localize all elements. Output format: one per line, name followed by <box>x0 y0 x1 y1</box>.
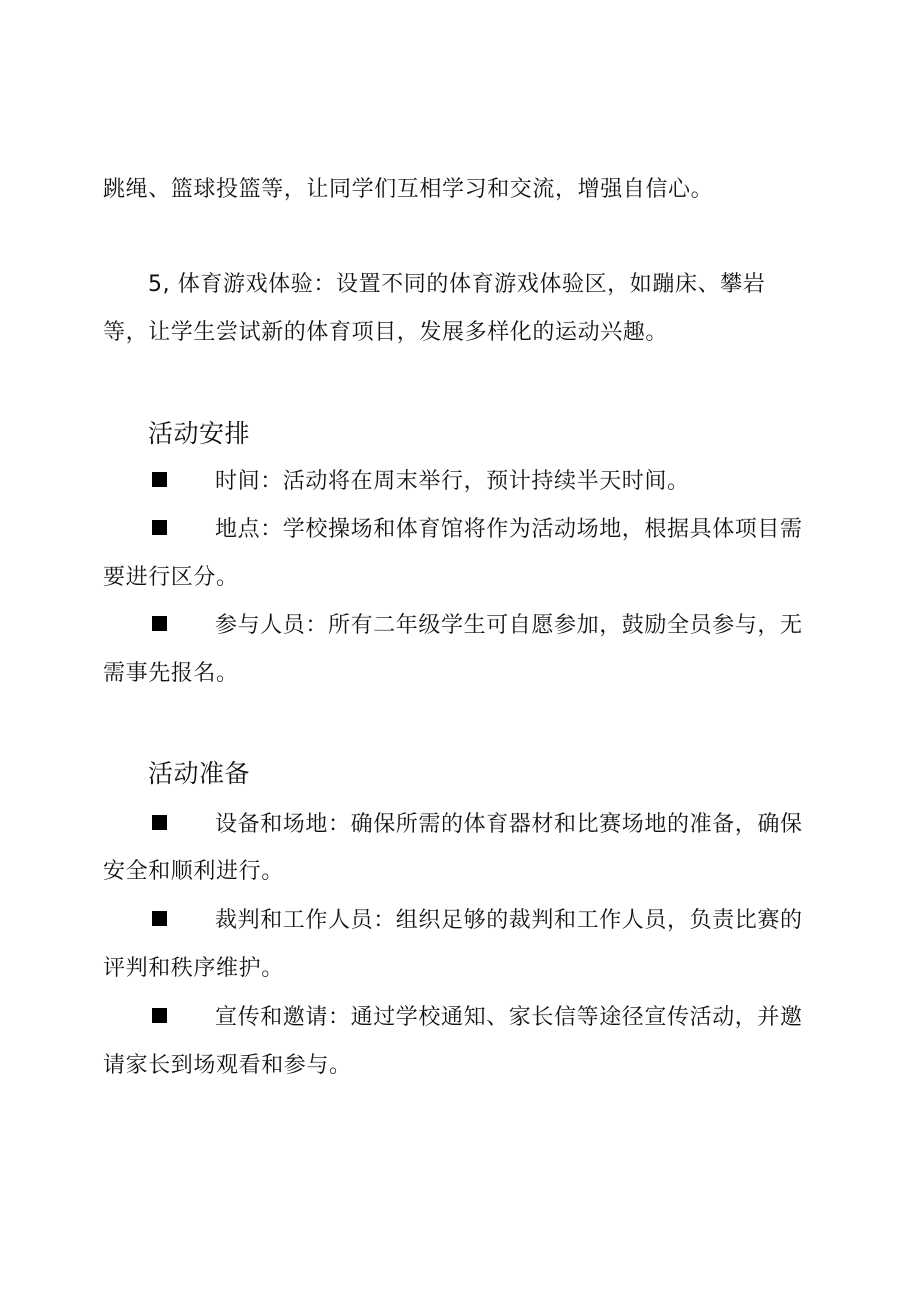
item5-line2: 等，让学生尝试新的体育项目，发展多样化的运动兴趣。 <box>103 320 669 345</box>
preparation-item-promotion-cont: 请家长到场观看和参与。 <box>103 1053 352 1078</box>
preparation-heading: 活动准备 <box>148 759 251 788</box>
schedule-item-participants <box>152 611 803 641</box>
schedule-item-time <box>152 467 690 497</box>
preparation-item-staff <box>152 906 803 936</box>
schedule-item-text: 地点：学校操场和体育馆将作为活动场地，根据具体项目需 <box>215 517 803 542</box>
schedule-item-location-cont: 要进行区分。 <box>103 565 239 590</box>
preparation-item-staff-cont: 评判和秩序维护。 <box>103 956 284 981</box>
item5-line1: 5, 体育游戏体验：设置不同的体育游戏体验区，如蹦床、攀岩 <box>148 272 766 297</box>
square-bullet-icon <box>152 472 167 487</box>
preparation-item-equipment-cont: 安全和顺利进行。 <box>103 859 284 884</box>
preparation-item-text: 设备和场地：确保所需的体育器材和比赛场地的准备，确保 <box>215 812 803 837</box>
schedule-item-location <box>152 515 803 545</box>
preparation-item-promotion <box>152 1003 803 1033</box>
schedule-item-text: 时间：活动将在周末举行，预计持续半天时间。 <box>215 469 690 494</box>
preparation-item-text: 裁判和工作人员：组织足够的裁判和工作人员，负责比赛的 <box>215 908 803 933</box>
schedule-heading: 活动安排 <box>148 419 251 448</box>
square-bullet-icon <box>152 911 167 926</box>
preparation-item-text: 宣传和邀请：通过学校通知、家长信等途径宣传活动，并邀 <box>215 1005 803 1030</box>
square-bullet-icon <box>152 616 167 631</box>
square-bullet-icon <box>152 815 167 830</box>
schedule-item-text: 参与人员：所有二年级学生可自愿参加，鼓励全员参与，无 <box>215 613 803 638</box>
continuation-text: 跳绳、篮球投篮等，让同学们互相学习和交流，增强自信心。 <box>103 177 714 202</box>
schedule-item-participants-cont: 需事先报名。 <box>103 661 239 686</box>
square-bullet-icon <box>152 520 167 535</box>
preparation-item-equipment <box>152 810 803 840</box>
square-bullet-icon <box>152 1008 167 1023</box>
